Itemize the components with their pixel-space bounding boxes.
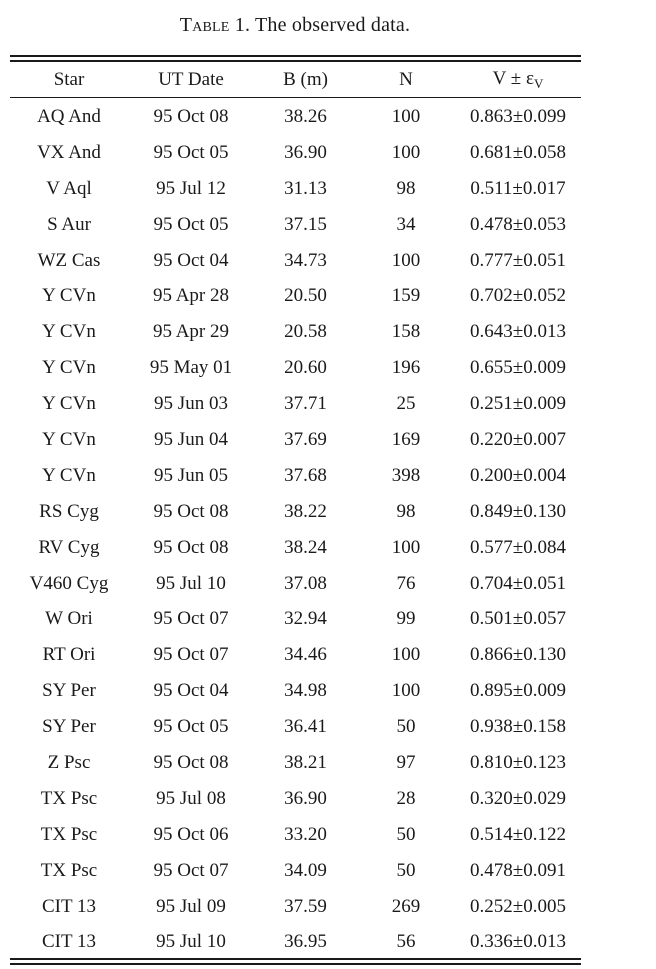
cell-n: 196 [391,357,421,379]
table-row [10,889,581,925]
cell-visibility: 0.577±0.084 [470,536,566,558]
cell-visibility: 0.681±0.058 [470,141,566,163]
cell-baseline: 38.21 [284,751,327,773]
cell-ut-date: 95 Oct 04 [153,249,229,271]
cell-ut-date: 95 Apr 28 [153,285,229,307]
cell-ut-date: 95 Oct 07 [153,859,229,881]
cell-ut-date: 95 Jul 10 [156,572,226,594]
cell-visibility: 0.849±0.130 [470,500,566,522]
cell-star: Y CVn [42,464,96,486]
table-row [10,566,581,602]
cell-ut-date: 95 Oct 05 [153,716,229,738]
cell-baseline: 36.41 [284,716,327,738]
cell-ut-date: 95 Oct 04 [153,680,229,702]
cell-baseline: 37.15 [284,213,327,235]
cell-n: 398 [391,464,421,486]
cell-n: 25 [396,393,416,415]
table-caption [0,14,590,37]
table-bottom-rule-inner [10,963,581,965]
cell-star: RT Ori [42,644,96,666]
cell-n: 28 [396,787,416,809]
table-top-rule-outer [10,55,581,57]
cell-n: 169 [391,428,421,450]
header-baseline: B (m) [283,68,328,90]
cell-ut-date: 95 Oct 06 [153,823,229,845]
header-n: N [399,68,413,90]
cell-n: 97 [396,751,416,773]
cell-baseline: 20.60 [284,357,327,379]
cell-baseline: 37.68 [284,464,327,486]
cell-baseline: 33.20 [284,823,327,845]
cell-ut-date: 95 Oct 07 [153,608,229,630]
cell-visibility: 0.895±0.009 [470,680,566,702]
cell-visibility: 0.320±0.029 [470,787,566,809]
table-row [10,350,581,386]
cell-n: 100 [391,105,421,127]
cell-n: 50 [396,716,416,738]
cell-baseline: 20.58 [284,321,327,343]
cell-star: Y CVn [42,428,96,450]
cell-n: 34 [396,213,416,235]
cell-ut-date: 95 Jun 03 [154,393,228,415]
cell-baseline: 20.50 [284,285,327,307]
cell-star: AQ And [37,105,101,127]
cell-baseline: 37.59 [284,895,327,917]
header-star: Star [53,68,85,90]
cell-visibility: 0.863±0.099 [470,105,566,127]
cell-baseline: 34.46 [284,644,327,666]
table-row [10,817,581,853]
cell-ut-date: 95 Jul 10 [156,931,226,953]
cell-ut-date: 95 Oct 08 [153,105,229,127]
cell-baseline: 38.26 [284,105,327,127]
cell-star: CIT 13 [41,895,96,917]
cell-ut-date: 95 Jul 09 [156,895,226,917]
cell-n: 159 [391,285,421,307]
cell-star: TX Psc [40,823,98,845]
cell-baseline: 36.90 [284,787,327,809]
cell-star: CIT 13 [41,931,96,953]
cell-star: Y CVn [42,285,96,307]
table-caption-label: Table 1. [179,14,251,36]
cell-baseline: 34.73 [284,249,327,271]
cell-n: 50 [396,823,416,845]
cell-n: 100 [391,680,421,702]
cell-visibility: 0.777±0.051 [470,249,566,271]
cell-visibility: 0.336±0.013 [470,931,566,953]
table-body [10,97,581,960]
cell-visibility: 0.200±0.004 [470,464,566,486]
header-ut-date: UT Date [158,68,224,90]
cell-n: 98 [396,177,416,199]
cell-n: 50 [396,859,416,881]
cell-baseline: 36.95 [284,931,327,953]
cell-ut-date: 95 Oct 08 [153,751,229,773]
cell-star: SY Per [42,680,96,702]
table-header-row [10,62,581,97]
cell-visibility: 0.511±0.017 [470,177,566,199]
table-row [10,673,581,709]
table-bottom-rule-outer [10,958,581,960]
cell-baseline: 37.71 [284,393,327,415]
cell-ut-date: 95 Oct 07 [153,644,229,666]
cell-star: WZ Cas [37,249,101,271]
table-row [10,458,581,494]
cell-n: 100 [391,644,421,666]
cell-star: RS Cyg [39,500,99,522]
table-row [10,135,581,171]
table-row [10,601,581,637]
table-row [10,745,581,781]
header-visibility [455,62,581,97]
cell-ut-date: 95 Oct 05 [153,141,229,163]
cell-ut-date: 95 Jun 04 [154,428,228,450]
table-row [10,243,581,279]
table-row [10,278,581,314]
table-row [10,386,581,422]
cell-visibility: 0.514±0.122 [470,823,566,845]
cell-visibility: 0.866±0.130 [470,644,566,666]
cell-visibility: 0.643±0.013 [470,321,566,343]
cell-star: Y CVn [42,393,96,415]
cell-visibility: 0.704±0.051 [470,572,566,594]
table-row [10,314,581,350]
table-row [10,709,581,745]
header-visibility-subscript: V [533,75,544,91]
table-row [10,853,581,889]
cell-visibility: 0.938±0.158 [470,716,566,738]
cell-visibility: 0.810±0.123 [470,751,566,773]
cell-visibility: 0.251±0.009 [470,393,566,415]
cell-star: Y CVn [42,357,96,379]
cell-ut-date: 95 Oct 08 [153,536,229,558]
cell-star: TX Psc [40,859,98,881]
cell-baseline: 31.13 [284,177,327,199]
cell-n: 99 [396,608,416,630]
table-caption-text: The observed data. [255,14,411,36]
cell-ut-date: 95 May 01 [149,357,233,379]
cell-baseline: 37.69 [284,428,327,450]
table-row [10,637,581,673]
cell-n: 100 [391,249,421,271]
cell-baseline: 34.09 [284,859,327,881]
cell-star: RV Cyg [38,536,100,558]
cell-ut-date: 95 Jun 05 [154,464,228,486]
table-row [10,97,581,135]
cell-star: TX Psc [40,787,98,809]
cell-baseline: 36.90 [284,141,327,163]
table-row [10,781,581,817]
cell-star: VX And [37,141,101,163]
cell-ut-date: 95 Jul 08 [156,787,226,809]
cell-baseline: 38.22 [284,500,327,522]
cell-ut-date: 95 Apr 29 [153,321,229,343]
header-visibility-main: V ± ε [492,67,534,89]
cell-visibility: 0.478±0.091 [470,859,566,881]
cell-baseline: 38.24 [284,536,327,558]
cell-n: 100 [391,141,421,163]
table-row [10,207,581,243]
table-row [10,924,581,960]
cell-star: V460 Cyg [29,572,109,594]
cell-ut-date: 95 Jul 12 [156,177,226,199]
cell-star: S Aur [47,213,91,235]
table-row [10,171,581,207]
cell-n: 269 [391,895,421,917]
cell-n: 100 [391,536,421,558]
cell-ut-date: 95 Oct 08 [153,500,229,522]
cell-n: 76 [396,572,416,594]
cell-visibility: 0.702±0.052 [470,285,566,307]
cell-baseline: 32.94 [284,608,327,630]
cell-star: V Aql [46,177,92,199]
table-row [10,494,581,530]
cell-star: SY Per [42,716,96,738]
cell-visibility: 0.655±0.009 [470,357,566,379]
cell-n: 158 [391,321,421,343]
table-row [10,422,581,458]
table-row [10,530,581,566]
observed-data-table [10,62,581,960]
cell-baseline: 34.98 [284,680,327,702]
cell-n: 98 [396,500,416,522]
cell-visibility: 0.220±0.007 [470,428,566,450]
cell-visibility: 0.252±0.005 [470,895,566,917]
cell-ut-date: 95 Oct 05 [153,213,229,235]
cell-star: Z Psc [47,751,91,773]
cell-star: Y CVn [42,321,96,343]
cell-visibility: 0.501±0.057 [470,608,566,630]
cell-star: W Ori [45,608,93,630]
cell-n: 56 [396,931,416,953]
cell-visibility: 0.478±0.053 [470,213,566,235]
cell-baseline: 37.08 [284,572,327,594]
